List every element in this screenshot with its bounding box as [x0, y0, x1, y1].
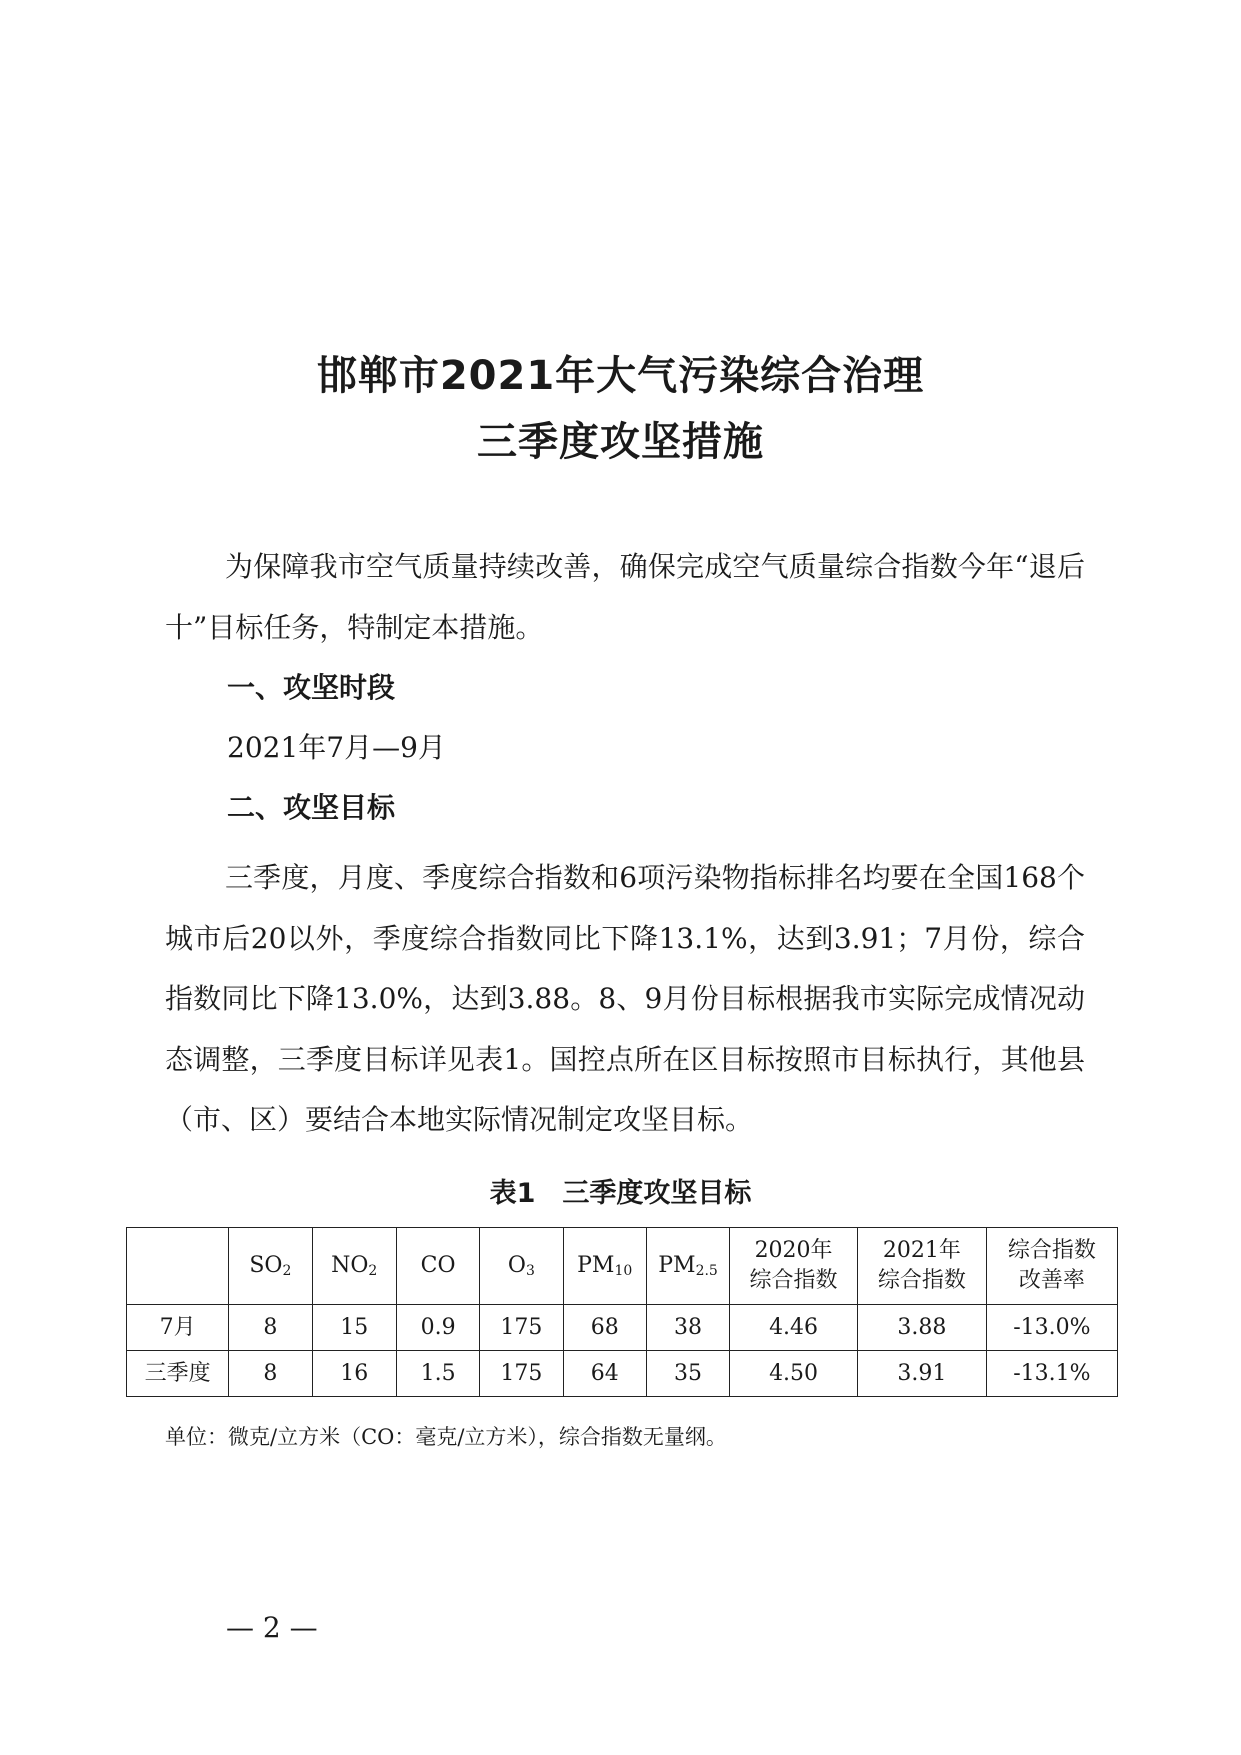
intro-paragraph: 为保障我市空气质量持续改善，确保完成空气质量综合指数今年“退后十”目标任务，特制定本措施。 — [165, 550, 1085, 644]
header-blank — [127, 1228, 229, 1305]
header-improvement-rate: 综合指数 改善率 — [986, 1228, 1117, 1305]
table-cell: 3.88 — [857, 1305, 986, 1351]
table-cell: 16 — [312, 1351, 396, 1397]
document-title-line-2: 三季度攻坚措施 — [477, 419, 764, 465]
table-cell: 15 — [312, 1305, 396, 1351]
section-1-period: 2021年7月—9月 — [227, 731, 446, 764]
table-cell: 64 — [563, 1351, 646, 1397]
section-1-heading: 一、攻坚时段 — [227, 671, 396, 704]
table-cell: 7月 — [127, 1305, 229, 1351]
table-cell: -13.1% — [986, 1351, 1117, 1397]
header-index-2020: 2020年 综合指数 — [730, 1228, 858, 1305]
header-no2: $NO_2$ — [312, 1228, 396, 1305]
table-cell: 3.91 — [857, 1351, 986, 1397]
table-row — [127, 1305, 1118, 1351]
table-row — [127, 1351, 1118, 1397]
targets-table — [126, 1227, 1118, 1397]
table-unit-note: 单位：微克/立方米（CO：毫克/立方米），综合指数无量纲。 — [165, 1425, 727, 1449]
header-pm25: $PM_{2.5}$ — [646, 1228, 729, 1305]
header-index-2021: 2021年 综合指数 — [857, 1228, 986, 1305]
header-co: CO — [396, 1228, 479, 1305]
table-cell: 4.50 — [730, 1351, 858, 1397]
table-cell: 0.9 — [396, 1305, 479, 1351]
table-cell: 8 — [229, 1351, 312, 1397]
table-cell: 三季度 — [127, 1351, 229, 1397]
table-caption: 表1 三季度攻坚目标 — [489, 1178, 752, 1209]
document-title-line-1: 邯郸市2021年大气污染综合治理 — [316, 353, 925, 399]
header-pm10: $PM_{10}$ — [563, 1228, 646, 1305]
table-cell: 175 — [480, 1305, 563, 1351]
table-header-row — [127, 1228, 1118, 1305]
table-cell: 38 — [646, 1305, 729, 1351]
table-cell: 68 — [563, 1305, 646, 1351]
section-2-heading: 二、攻坚目标 — [227, 791, 396, 824]
table-cell: 35 — [646, 1351, 729, 1397]
page-number: — 2 — — [226, 1611, 318, 1644]
section-2-body: 三季度，月度、季度综合指数和6项污染物指标排名均要在全国168个城市后20以外，季度综合指数同比下降13.1%，达到3.91；7月份，综合指数同比下降13.0%，达到3.88。8、9月份目标根据我市实际完成情况动态调整，三季度目标详见表1。国控点所在区目标按照市目标执行，其他县（市、区）要结合本地实际情况制定攻坚目标。 — [165, 861, 1085, 1136]
table-cell: -13.0% — [986, 1305, 1117, 1351]
header-o3: $O_3$ — [480, 1228, 563, 1305]
table-cell: 8 — [229, 1305, 312, 1351]
header-so2: $SO_2$ — [229, 1228, 312, 1305]
table-cell: 4.46 — [730, 1305, 858, 1351]
table-cell: 175 — [480, 1351, 563, 1397]
table-cell: 1.5 — [396, 1351, 479, 1397]
